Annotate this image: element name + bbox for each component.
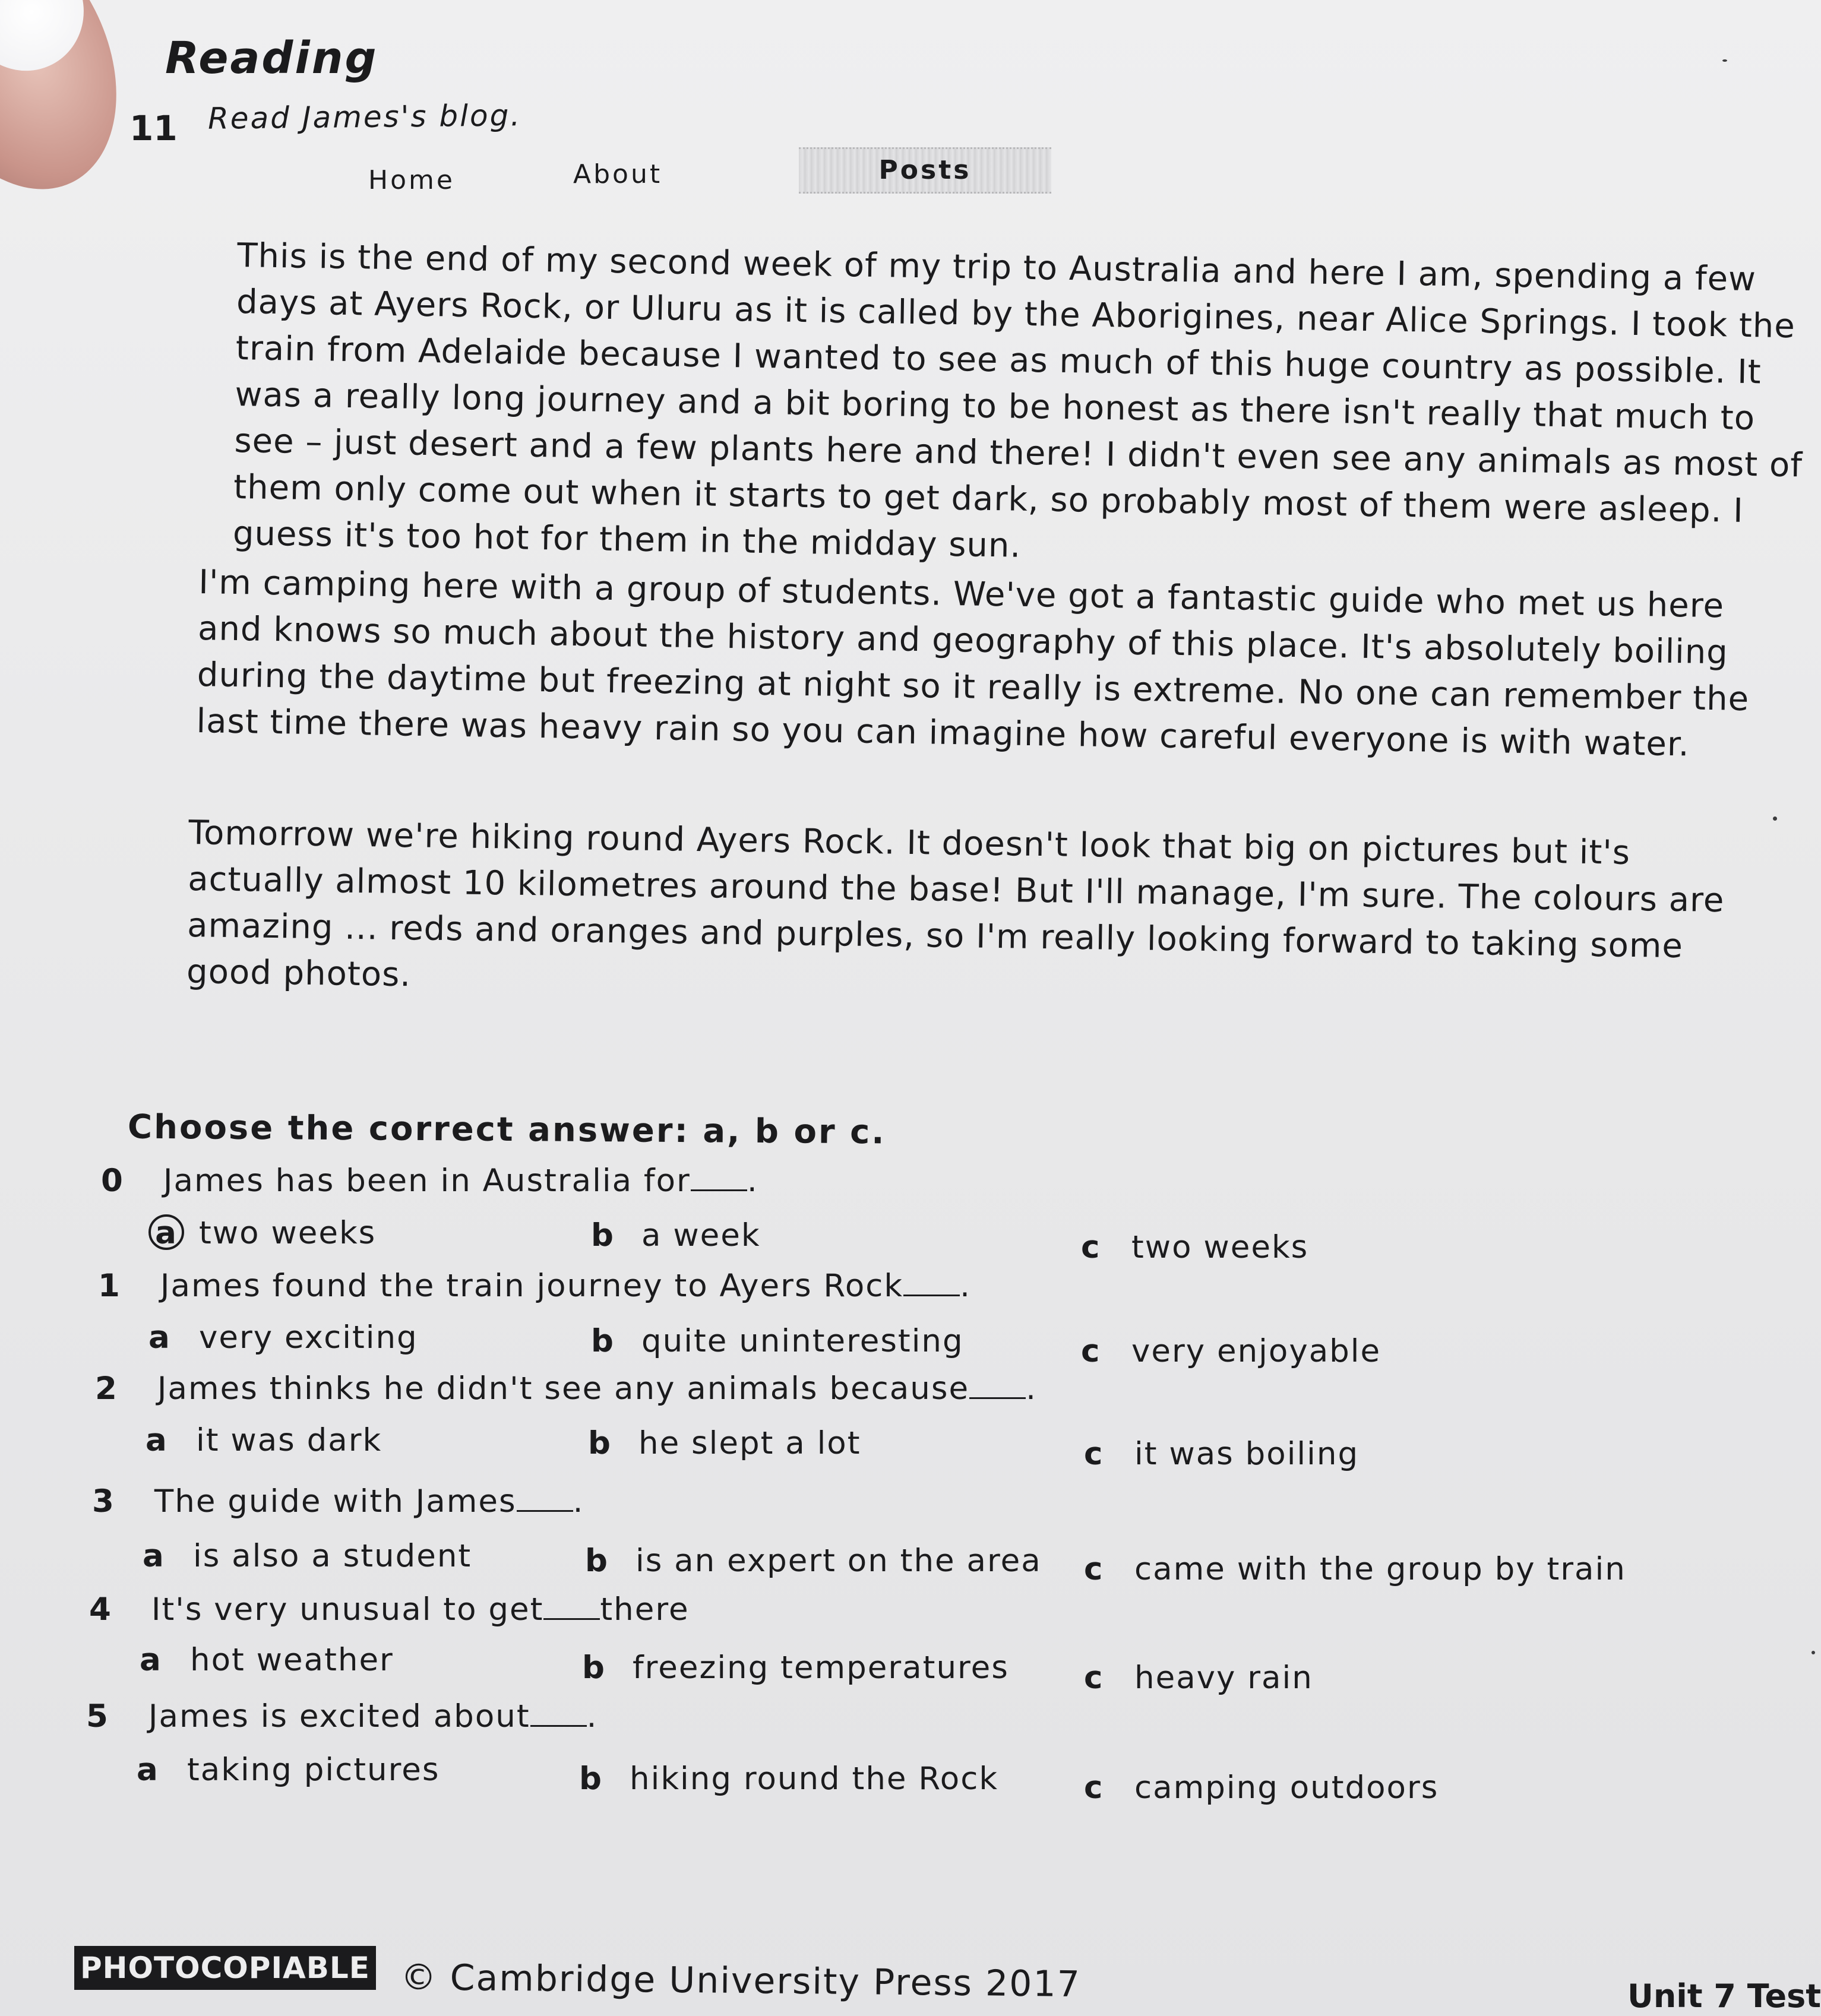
option[interactable] [143,1538,472,1574]
option[interactable] [582,1650,1009,1686]
photocopiable-badge: PHOTOCOPIABLE [74,1946,376,1990]
question-end: . [1026,1371,1037,1407]
option-text: is an expert on the area [636,1543,1042,1579]
option-letter: a [143,1538,165,1574]
option-text: very enjoyable [1131,1333,1381,1369]
option-text: came with the group by train [1134,1551,1626,1587]
question-stem: James has been in Australia for [163,1163,691,1199]
question-number: 3 [92,1483,115,1520]
blog-paragraph: This is the end of my second week of my trip to Australia and here I am, spending a few days at Ayers Rock, or Uluru as it is called by the Aborigines, near Alice Springs. I took the train from Adelaide because I wanted to see as much of this huge country as possible. It was a really long journey and a bit boring to be honest as there isn't really that much to see – just desert and a few plants here and there! I didn't even see any animals as most of them only come out when it starts to get dark, so probably most of them were asleep. I guess it's too hot for them in the midday sun. [232,236,1803,565]
option-text: a week [641,1217,761,1254]
option-text: two weeks [1131,1229,1309,1265]
option-text: freezing temperatures [633,1650,1009,1686]
answer-blank[interactable] [517,1486,573,1512]
option-text: taking pictures [187,1752,440,1788]
option[interactable] [1081,1229,1308,1265]
option-letter: c [1084,1770,1104,1806]
option-text: it was dark [196,1422,382,1458]
question-stem: James is excited about [148,1698,530,1735]
option-text: is also a student [193,1538,472,1574]
answer-blank[interactable] [543,1594,600,1620]
option[interactable] [579,1761,998,1797]
option-letter: a [140,1642,162,1678]
question [86,1698,597,1735]
option-text: quite uninteresting [641,1323,964,1359]
option-text: hiking round the Rock [630,1761,999,1797]
option[interactable] [588,1425,861,1461]
option[interactable] [1081,1333,1381,1369]
question-stem: James found the train journey to Ayers Rock [160,1268,904,1304]
photocopy-speck [1722,59,1727,62]
option[interactable] [591,1323,964,1359]
section-heading: Reading [165,33,378,84]
question [101,1163,758,1199]
task-instruction: Choose the correct answer: a, b or c. [127,1107,886,1152]
question-end: . [573,1483,584,1520]
option-text: camping outdoors [1134,1770,1439,1806]
photocopy-speck [1811,1651,1815,1654]
question-number: 4 [89,1591,112,1628]
option-letter: a [148,1319,171,1356]
option-text: it was boiling [1134,1436,1360,1472]
option[interactable] [1084,1436,1359,1472]
option[interactable] [137,1752,440,1788]
option[interactable] [1084,1770,1439,1806]
question-number: 0 [101,1163,124,1199]
question [89,1591,690,1628]
option-letter: b [591,1217,615,1254]
blog-paragraph: I'm camping here with a group of students. We've got a fantastic guide who met us here and knows so much about the history and geography of this place. It's absolutely boiling during the daytime but freezing at night so it really is extreme. No one can remember the last time there was heavy rain so you can imagine how careful everyone is with water. [196,562,1750,764]
photocopy-speck [1773,816,1777,821]
question [92,1483,584,1520]
answer-blank[interactable] [969,1373,1026,1399]
option-letter: c [1084,1660,1104,1696]
option[interactable] [140,1642,394,1678]
question-end: . [960,1268,971,1304]
option[interactable] [146,1422,382,1458]
option-letter: b [591,1323,615,1359]
question-number: 5 [86,1698,109,1735]
blog-nav-home: Home [368,165,455,195]
blog-nav-about: About [573,159,663,189]
option-text: two weeks [199,1215,377,1251]
copyright-notice: © Cambridge University Press 2017 [400,1957,1082,2005]
blog-nav-posts: Posts [799,147,1051,194]
option-letter: a [146,1422,168,1458]
question-end: . [747,1163,758,1199]
option[interactable] [585,1543,1042,1579]
option-letter: b [582,1650,606,1686]
question [95,1371,1037,1407]
exercise-instruction: Read James's blog. [207,98,522,136]
option[interactable] [591,1217,761,1254]
question-stem: It's very unusual to get [151,1591,544,1628]
option-text: hot weather [190,1642,394,1678]
option-text: he slept a lot [638,1425,861,1461]
option-letter: b [588,1425,612,1461]
question-number: 2 [95,1371,118,1407]
option-letter: c [1084,1436,1104,1472]
question [98,1268,971,1304]
option-letter: c [1081,1333,1101,1369]
question-end: . [586,1698,598,1735]
unit-label: Unit 7 Test [1627,1977,1821,2015]
option[interactable] [1084,1551,1626,1587]
option-letter: b [585,1543,609,1579]
option-letter: b [579,1761,603,1797]
answer-blank[interactable] [903,1271,960,1296]
option-text: very exciting [199,1319,418,1356]
question-stem: James thinks he didn't see any animals because [157,1371,970,1407]
option[interactable] [148,1319,418,1356]
option[interactable] [1084,1660,1313,1696]
option-text: heavy rain [1134,1660,1313,1696]
option-letter: c [1084,1551,1104,1587]
option-letter: a [137,1752,159,1788]
answer-blank[interactable] [530,1701,587,1727]
blog-paragraph: Tomorrow we're hiking round Ayers Rock. It doesn't look that big on pictures but it's actually almost 10 kilometres around the base! But I'll manage, I'm sure. The colours are amazing ... reds and oranges and purples, so I'm really looking forward to taking some good photos. [186,813,1725,995]
answer-blank[interactable] [691,1166,747,1191]
question-number: 1 [98,1268,121,1304]
option[interactable] [148,1214,376,1251]
option-letter: c [1081,1229,1101,1265]
question-stem: The guide with James [154,1483,517,1520]
exercise-number: 11 [129,108,178,148]
question-end: there [600,1591,690,1628]
circled-answer-letter: a [148,1214,184,1250]
